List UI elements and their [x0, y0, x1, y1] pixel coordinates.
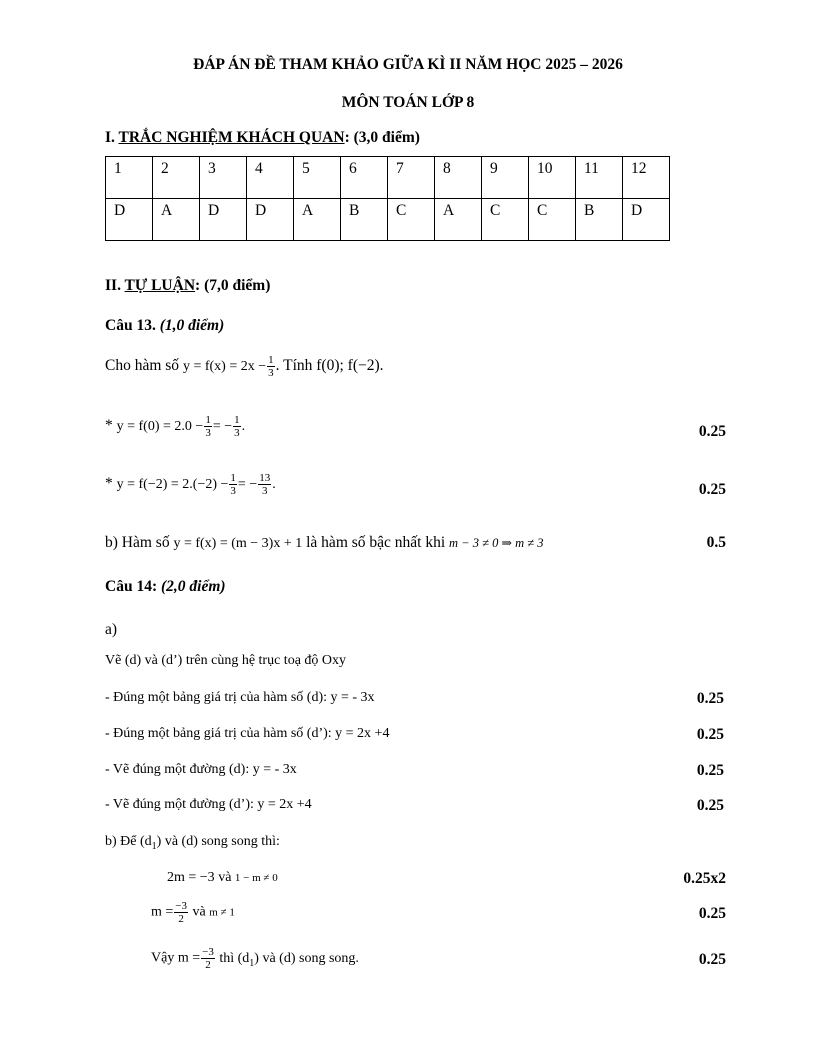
part2-heading [105, 277, 270, 295]
q14-a-label: a) [105, 621, 118, 638]
fraction-denominator: 2 [178, 913, 184, 925]
answer-table-number-row [106, 157, 670, 199]
question-number: 7 [388, 157, 435, 199]
q14-line-1-score: 0.25 [696, 690, 724, 707]
q14-line-2-score: 0.25 [696, 726, 724, 743]
question-number: 12 [623, 157, 670, 199]
answer-cell: A [153, 199, 200, 241]
equation: 2m = −3 [167, 870, 215, 885]
step2-expression: y = f(−2) = 2.(−2) − [116, 477, 229, 493]
fraction-numerator: 1 [205, 414, 211, 426]
q14-b-conclusion-score: 0.25 [698, 951, 726, 968]
fraction-denominator: 2 [205, 959, 211, 971]
question-number: 3 [200, 157, 247, 199]
q13-b-condition: m − 3 ≠ 0 ⇒ m ≠ 3 [449, 536, 544, 550]
q13-heading [105, 317, 224, 335]
conclusion-word: Vậy [151, 950, 175, 966]
q13-intro-task: . Tính f(0); f(−2). [275, 357, 384, 375]
question-number: 5 [294, 157, 341, 199]
q13-step1 [105, 414, 245, 439]
fraction-numerator: −3 [202, 946, 214, 958]
q13-function: y = f(x) = 2x − [182, 359, 267, 375]
fraction-minus-three-halves [174, 900, 188, 925]
question-number: 9 [482, 157, 529, 199]
question-number: 2 [153, 157, 200, 199]
answer-cell: B [341, 199, 388, 241]
q14-line-3: - Vẽ đúng một đường (d): y = - 3x [105, 762, 297, 777]
answer-cell: B [576, 199, 623, 241]
part1-prefix: I. [105, 129, 119, 146]
bullet: * [105, 475, 117, 493]
part1-heading [105, 129, 420, 147]
answer-cell: D [247, 199, 294, 241]
q13-part-b [105, 534, 543, 552]
answer-table [105, 156, 670, 241]
fraction-numerator: 1 [230, 472, 236, 484]
fraction-denominator: 3 [268, 367, 274, 379]
question-number: 4 [247, 157, 294, 199]
condition: m ≠ 1 [209, 906, 235, 919]
condition: 1 − m ≠ 0 [234, 872, 278, 884]
q13-step1-score: 0.25 [698, 423, 726, 440]
question-number: 8 [435, 157, 482, 199]
part1-suffix: : (3,0 điểm) [344, 129, 420, 146]
q14-points: (2,0 điểm) [160, 578, 226, 595]
q13-b-text: b) Hàm số [105, 534, 170, 551]
q14-b-step1-score: 0.25x2 [683, 870, 726, 887]
question-number: 11 [576, 157, 623, 199]
answer-cell: D [106, 199, 153, 241]
period: . [272, 477, 276, 493]
fraction-numerator: 1 [268, 354, 274, 366]
q14-line-3-score: 0.25 [696, 762, 724, 779]
fraction-denominator: 3 [230, 485, 236, 497]
question-number: 1 [106, 157, 153, 199]
fraction-numerator: 13 [259, 472, 271, 484]
q14-line-1: - Đúng một bảng giá trị của hàm số (d): y = - 3x [105, 690, 375, 705]
answer-cell: A [435, 199, 482, 241]
bullet: * [105, 417, 117, 435]
q14-line-4-score: 0.25 [696, 797, 724, 814]
fraction-denominator: 3 [205, 427, 211, 439]
fraction-one-third [233, 414, 241, 439]
q13-heading-label: Câu 13. [105, 317, 156, 334]
fraction-minus-three-halves [201, 946, 215, 971]
part2-label: TỰ LUẬN [124, 277, 196, 294]
fraction-denominator: 3 [261, 485, 268, 497]
step1-expression: y = f(0) = 2.0 − [116, 419, 204, 435]
equals-minus: = − [237, 477, 258, 493]
q13-intro [105, 354, 384, 379]
q14-b-step1 [167, 870, 278, 886]
q13-b-expression: y = f(x) = (m − 3)x + 1 [173, 536, 303, 551]
fraction-one-third [204, 414, 212, 439]
period: . [241, 419, 246, 435]
fraction-thirteen-thirds [258, 472, 271, 497]
conjunction: và [218, 870, 232, 885]
q13-intro-text: Cho hàm số [105, 357, 180, 375]
part2-prefix: II. [105, 277, 125, 294]
q13-b-text-condition: là hàm số bậc nhất khi [306, 534, 446, 551]
q14-a-intro: Vẽ (d) và (d’) trên cùng hệ trục toạ độ Oxy [105, 653, 347, 668]
question-number: 6 [341, 157, 388, 199]
answer-cell: C [388, 199, 435, 241]
part1-label: TRẮC NGHIỆM KHÁCH QUAN [118, 129, 345, 146]
q14-b-intro: b) Để $(d_1)$ và (d) song song thì: [105, 834, 280, 852]
answer-table-answer-row [106, 199, 670, 241]
fraction-one-third [229, 472, 237, 497]
q14-b-step2 [151, 900, 235, 925]
q14-b-step2-score: 0.25 [698, 905, 726, 922]
answer-cell: C [529, 199, 576, 241]
q13-points: (1,0 điểm) [159, 317, 225, 334]
q14-heading [105, 578, 226, 596]
document-subtitle: MÔN TOÁN LỚP 8 [341, 94, 475, 111]
answer-cell: A [294, 199, 341, 241]
equation: m = [151, 904, 174, 920]
document-title: ĐÁP ÁN ĐỀ THAM KHẢO GIỮA KÌ II NĂM HỌC 2025 – 2026 [193, 56, 623, 73]
question-number: 10 [529, 157, 576, 199]
conjunction: và [192, 904, 206, 920]
fraction-numerator: −3 [175, 900, 188, 912]
fraction-numerator: 1 [234, 414, 240, 426]
q14-line-4: - Vẽ đúng một đường (d’): y = 2x +4 [105, 797, 312, 812]
answer-cell: D [200, 199, 247, 241]
part2-suffix: : (7,0 điểm) [195, 277, 271, 294]
answer-cell: C [482, 199, 529, 241]
fraction-denominator: 3 [234, 427, 240, 439]
fraction-one-third [267, 354, 275, 379]
equation: m = [177, 950, 201, 966]
equals-minus: = − [212, 419, 233, 435]
q14-heading-label: Câu 14: [105, 578, 158, 595]
q13-b-score: 0.5 [706, 534, 726, 551]
q13-step2-score: 0.25 [698, 481, 726, 498]
answer-cell: D [623, 199, 670, 241]
conclusion-text: thì $(d_1)$ và (d) song song. [219, 950, 359, 969]
q13-step2 [105, 472, 276, 497]
q14-line-2: - Đúng một bảng giá trị của hàm số (d’): y = 2x +4 [105, 726, 390, 741]
q14-b-conclusion [151, 946, 359, 971]
